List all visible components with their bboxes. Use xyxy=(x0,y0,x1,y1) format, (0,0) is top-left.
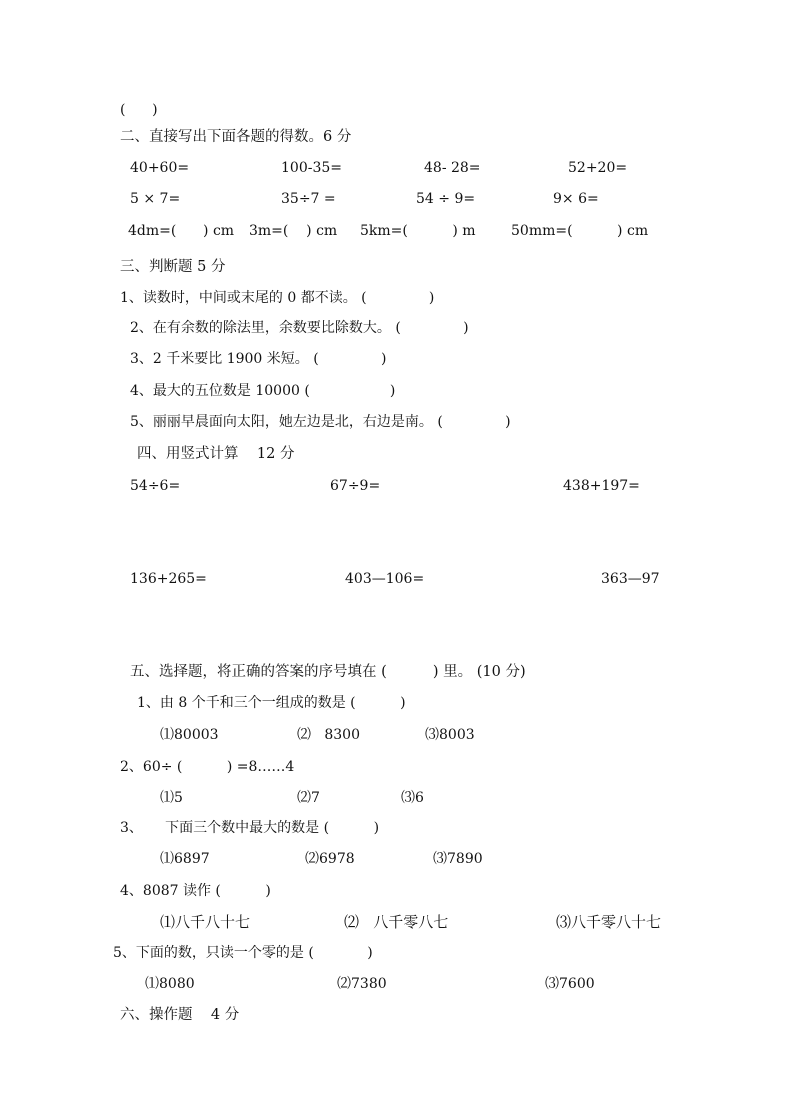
s5-q1-opt1: ⑴80003 xyxy=(160,727,219,743)
s5-q3-opt1: ⑴6897 xyxy=(160,851,210,867)
s3-item-3: 3、2 千米要比 1900 米短。 ( ) xyxy=(130,351,387,367)
s5-q3-opt2: ⑵6978 xyxy=(305,851,355,867)
s5-q3: 3、 下面三个数中最大的数是 ( ) xyxy=(120,820,380,836)
s2-r3-c4: 50mm=( ) cm xyxy=(511,223,649,239)
section-6-title: 六、操作题 4 分 xyxy=(120,1007,240,1023)
s4-r2-c1: 136+265= xyxy=(130,571,207,587)
s5-q5-opt2: ⑵7380 xyxy=(337,976,387,992)
section-4-title: 四、用竖式计算 12 分 xyxy=(137,446,295,462)
s4-r2-c2: 403—106= xyxy=(345,571,425,587)
s5-q5-opt1: ⑴8080 xyxy=(145,976,195,992)
s5-q5-opt3: ⑶7600 xyxy=(545,976,595,992)
s5-q4-opt3: ⑶八千零八十七 xyxy=(556,913,662,931)
s4-r2-c3: 363—97 xyxy=(601,571,660,587)
s5-q2: 2、60÷ ( ) =8……4 xyxy=(120,759,295,775)
s3-item-1: 1、读数时，中间或末尾的 0 都不读。 ( ) xyxy=(120,290,435,306)
s4-r1-c3: 438+197= xyxy=(563,478,640,494)
section-5-title: 五、选择题，将正确的答案的序号填在 ( ) 里。 (10 分) xyxy=(130,664,526,680)
top-answer-paren: ( ) xyxy=(120,102,158,118)
s5-q1-opt2: ⑵ 8300 xyxy=(297,727,360,743)
s2-r2-c2: 35÷7 = xyxy=(281,191,336,207)
s2-r2-c4: 9× 6= xyxy=(553,191,599,207)
s5-q2-opt3: ⑶6 xyxy=(401,790,424,806)
s5-q1: 1、由 8 个千和三个一组成的数是 ( ) xyxy=(137,695,406,711)
s5-q4-opt2: ⑵ 八千零八七 xyxy=(344,913,449,931)
s5-q2-opt2: ⑵7 xyxy=(297,790,320,806)
s2-r3-c3: 5km=( ) m xyxy=(360,223,476,239)
s3-item-4: 4、最大的五位数是 10000 ( ) xyxy=(130,383,396,399)
s5-q2-opt1: ⑴5 xyxy=(160,790,183,806)
s4-r1-c1: 54÷6= xyxy=(130,478,181,494)
s2-r1-c3: 48- 28= xyxy=(424,160,481,176)
s2-r3-c2: 3m=( ) cm xyxy=(249,223,338,239)
s3-item-5: 5、丽丽早晨面向太阳，她左边是北，右边是南。 ( ) xyxy=(130,414,511,430)
s5-q4-opt1: ⑴八千八十七 xyxy=(160,913,251,931)
s5-q4: 4、8087 读作 ( ) xyxy=(120,883,271,899)
s5-q5: 5、下面的数，只读一个零的是 ( ) xyxy=(113,945,373,961)
s3-item-2: 2、在有余数的除法里，余数要比除数大。 ( ) xyxy=(130,320,469,336)
s2-r1-c1: 40+60= xyxy=(130,160,190,176)
s2-r1-c2: 100-35= xyxy=(281,160,342,176)
s2-r2-c3: 54 ÷ 9= xyxy=(416,191,476,207)
s5-q1-opt3: ⑶8003 xyxy=(425,727,475,743)
s2-r2-c1: 5 × 7= xyxy=(130,191,181,207)
s5-q3-opt3: ⑶7890 xyxy=(433,851,483,867)
section-2-title: 二、直接写出下面各题的得数。6 分 xyxy=(120,129,352,145)
s4-r1-c2: 67÷9= xyxy=(330,478,381,494)
s2-r1-c4: 52+20= xyxy=(568,160,628,176)
section-3-title: 三、判断题 5 分 xyxy=(120,259,226,275)
s2-r3-c1: 4dm=( ) cm xyxy=(128,223,235,239)
